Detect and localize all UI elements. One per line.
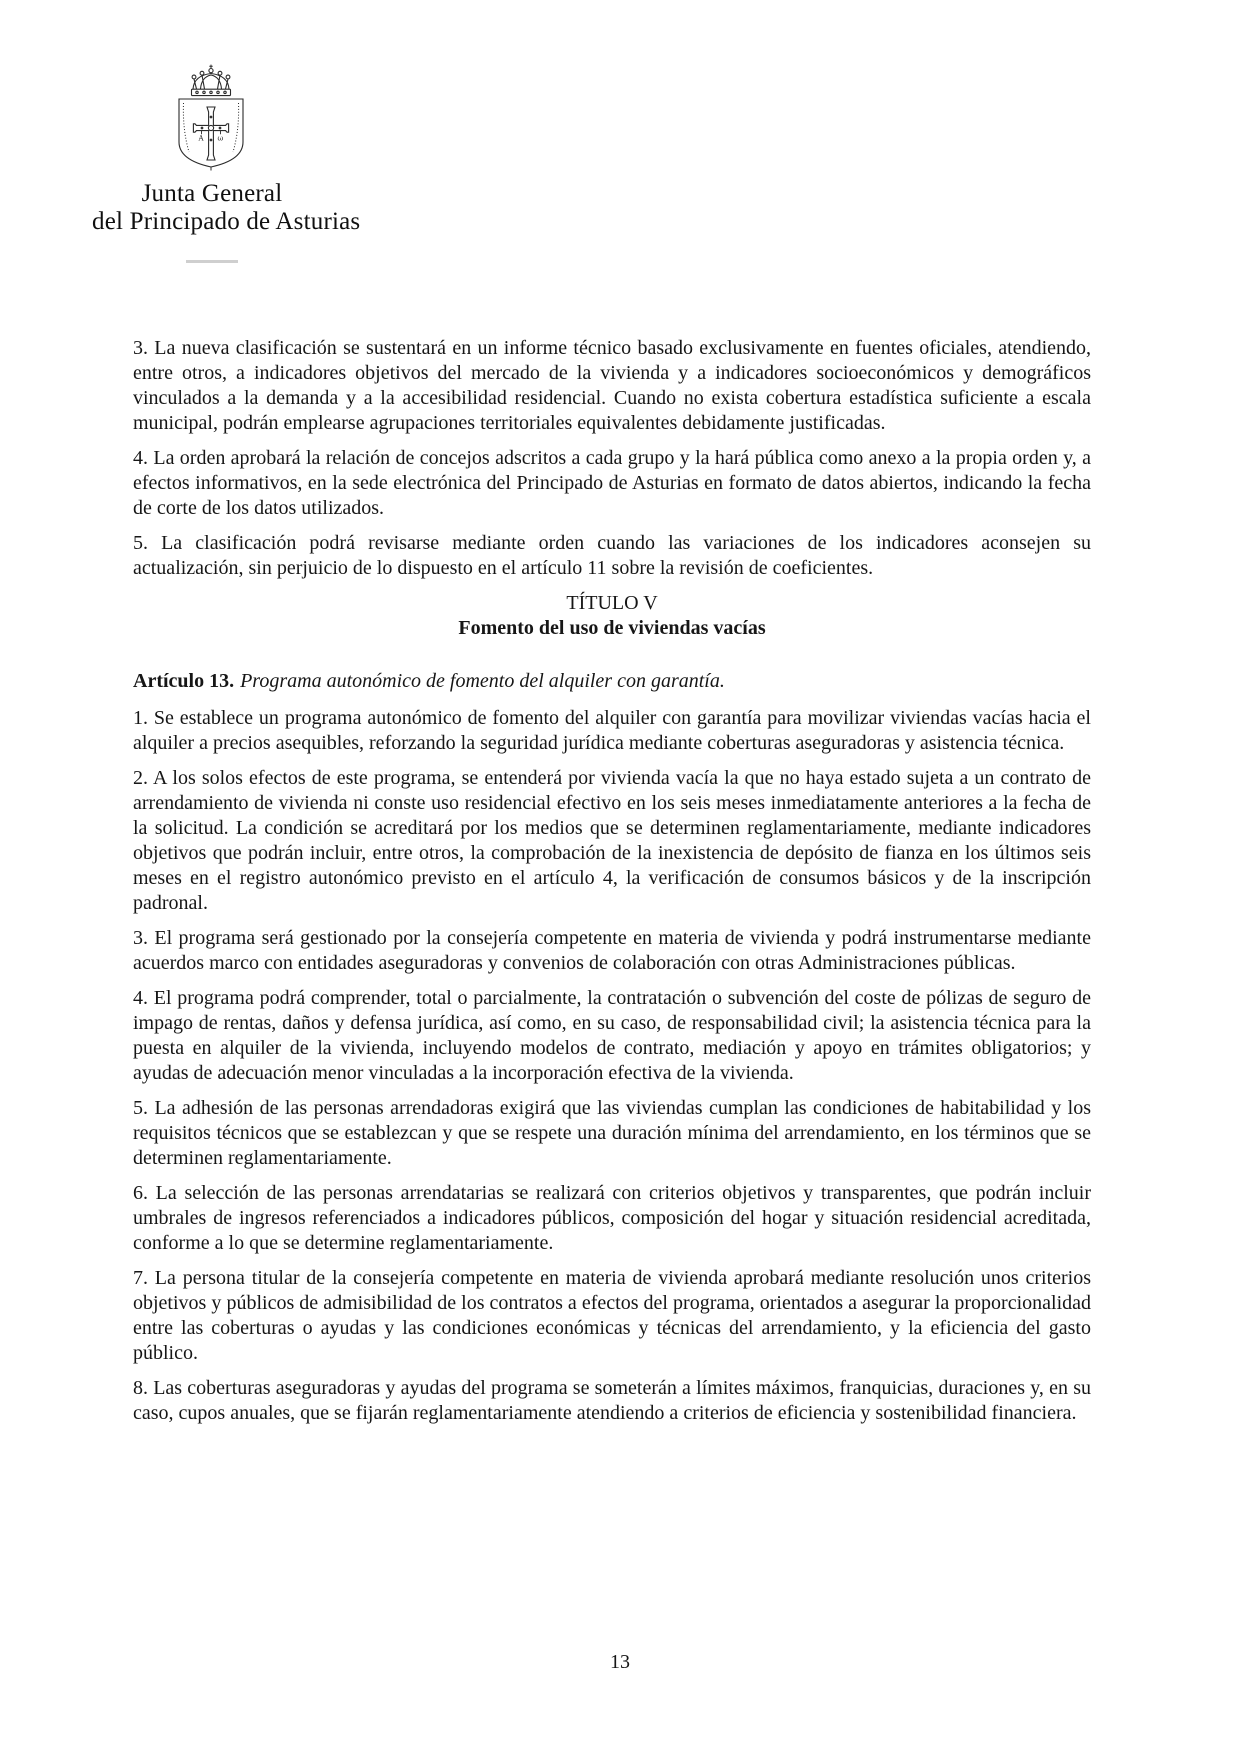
intro-paragraph-5: 5. La clasificación podrá revisarse mediante orden cuando las variaciones de los indicadores aconsejen su actualización, sin perjuicio de lo dispuesto en el artículo 11 sobre la revisión de coeficientes. [133,532,1091,579]
article-paragraph-5: 5. La adhesión de las personas arrendadoras exigirá que las viviendas cumplan las condiciones de habitabilidad y los requisitos técnicos que se establezcan y que se respete una duración mínima del arrendamiento, en los términos que se determinen reglamentariamente. [133,1097,1091,1169]
intro-paragraph-4: 4. La orden aprobará la relación de concejos adscritos a cada grupo y la hará pública como anexo a la propia orden y, a efectos informativos, en la sede electrónica del Principado de Asturias en formato de datos abiertos, indicando la fecha de corte de los datos utilizados. [133,447,1091,519]
document-body [133,336,1091,1436]
article-paragraph-3: 3. El programa será gestionado por la consejería competente en materia de vivienda y podrá instrumentarse mediante acuerdos marco con entidades aseguradoras y convenios de colaboración con otras Administraciones públicas. [133,927,1091,974]
article-13-heading [133,669,1091,694]
article-paragraph-1: 1. Se establece un programa autonómico de fomento del alquiler con garantía para movilizar viviendas vacías hacia el alquiler a precios asequibles, reforzando la seguridad jurídica mediante coberturas aseguradoras y asistencia técnica. [133,707,1091,754]
article-paragraph-6: 6. La selección de las personas arrendatarias se realizará con criterios objetivos y transparentes, que podrán incluir umbrales de ingresos referenciados a indicadores públicos, composición del hogar y situación residencial acreditada, conforme a lo que se determine reglamentariamente. [133,1182,1091,1254]
crown-icon [192,65,231,96]
article-title: Programa autonómico de fomento del alquiler con garantía. [240,670,725,692]
article-paragraph-7: 7. La persona titular de la consejería competente en materia de vivienda aprobará mediante resolución unos criterios objetivos y públicos de admisibilidad de los contratos a efectos del programa, orientados a asegurar la proporcionalidad entre las coberturas o ayudas y las condiciones económicas y técnicas del arrendamiento, y la eficiencia del gasto público. [133,1267,1091,1364]
letterhead [92,62,361,263]
article-paragraph-8: 8. Las coberturas aseguradoras y ayudas del programa se someterán a límites máximos, franquicias, duraciones y, en su caso, cupos anuales, que se fijarán reglamentariamente atendiendo a criterios de eficiencia y sostenibilidad financiera. [133,1377,1091,1424]
title-v-heading [133,591,1091,641]
article-paragraph-4: 4. El programa podrá comprender, total o parcialmente, la contratación o subvención del coste de pólizas de seguro de impago de rentas, daños y defensa jurídica, así como, en su caso, de responsabilidad civil; la asistencia técnica para la puesta en alquiler de la vivienda, incluyendo modelos de contrato, mediación y apoyo en trámites obligatorios; y ayudas de adecuación menor vinculadas a la incorporación efectiva de la vivienda. [133,987,1091,1084]
asturias-coat-of-arms-logo [167,62,257,172]
intro-paragraph-3: 3. La nueva clasificación se sustentará en un informe técnico basado exclusivamente en fuentes oficiales, atendiendo, entre otros, a indicadores objetivos del mercado de la vivienda y a indicadores socioeconómicos y demográficos vinculados a la demanda y a la accesibilidad residencial. Cuando no exista cobertura estadística suficiente a escala municipal, podrán emplearse agrupaciones territoriales equivalentes debidamente justificadas. [133,337,1091,434]
org-name-line-2: del Principado de Asturias [92,208,361,235]
article-number: Artículo 13. [133,670,235,692]
page-number: 13 [610,1651,630,1673]
header-divider [186,260,238,263]
title-kicker: TÍTULO V [566,592,658,614]
title-text: Fomento del uso de viviendas vacías [458,617,766,639]
omega-symbol: ω [217,134,224,143]
org-name-line-1: Junta General [141,180,283,207]
article-paragraph-2: 2. A los solos efectos de este programa, se entenderá por vivienda vacía la que no haya estado sujeta a un contrato de arrendamiento de vivienda ni conste uso residencial efectivo en los seis meses inmediatamente anteriores a la fecha de la solicitud. La condición se acreditará por los medios que se determinen reglamentariamente, mediante indicadores objetivos que podrán incluir, entre otros, la comprobación de la inexistencia de depósito de fianza en los últimos seis meses en el registro autonómico previsto en el artículo 4, la verificación de consumos básicos y de la inscripción padronal. [133,767,1091,914]
alpha-symbol: Α [198,134,204,143]
